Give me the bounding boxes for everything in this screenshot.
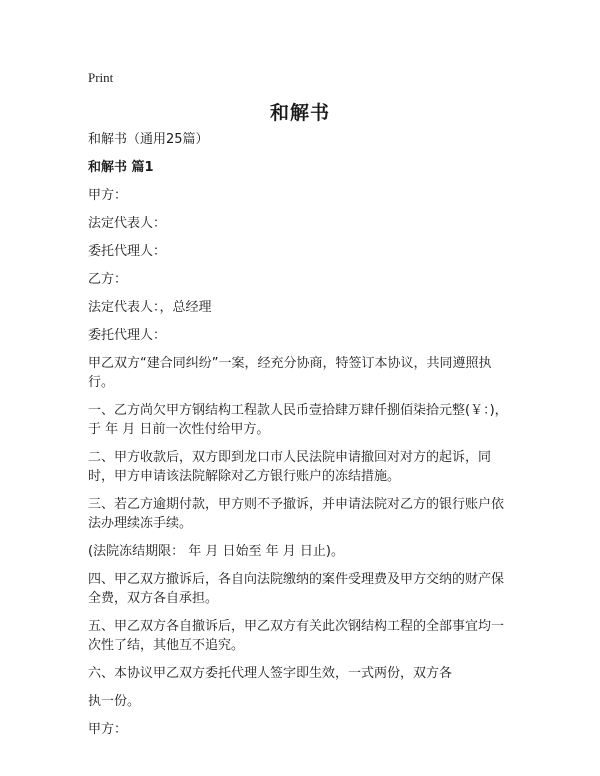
party-b-label: 乙方： [88, 272, 128, 287]
clause-5: 五、甲乙双方各自撤诉后，甲乙双方有关此次钢结构工程的全部事宜均一次性了结，其他互不追究。 [88, 619, 505, 653]
document-subtitle: 和解书（通用25篇） [88, 132, 209, 147]
clause-4: 四、甲乙双方撤诉后，各自向法院缴纳的案件受理费及甲方交纳的财产保全费，双方各自承担。 [88, 572, 505, 606]
agreement-intro: 甲乙双方“建合同纠纷”一案，经充分协商，特签订本协议，共同遵照执行。 [88, 356, 492, 390]
section-heading: 和解书 篇1 [88, 160, 154, 175]
clause-6-continued: 执一份。 [88, 694, 141, 709]
document-title: 和解书 [269, 102, 330, 124]
party-a-label: 甲方： [88, 188, 128, 203]
signature-party-a: 甲方： [88, 722, 128, 737]
party-b-legal-rep: 法定代表人：，总经理 [88, 300, 212, 315]
freeze-period-note: (法院冻结期限： 年 月 日始至 年 月 日止)。 [88, 544, 344, 559]
party-a-legal-rep: 法定代表人： [88, 216, 167, 231]
clause-1: 一、乙方尚欠甲方钢结构工程款人民币壹拾肆万肆仟捌佰柒拾元整(￥：)，于 年 月 日前一次性付给甲方。 [88, 403, 508, 437]
party-a-agent: 委托代理人： [88, 244, 167, 259]
document-body [88, 130, 516, 748]
party-b-agent: 委托代理人： [88, 328, 167, 343]
clause-6: 六、本协议甲乙双方委托代理人签字即生效，一式两份，双方各 [88, 666, 453, 681]
print-link[interactable]: Print [88, 70, 114, 85]
clause-2: 二、甲方收款后，双方即到龙口市人民法院申请撤回对对方的起诉，同时，甲方申请该法院解除对乙方银行账户的冻结措施。 [88, 450, 492, 484]
clause-3: 三、若乙方逾期付款，甲方则不予撤诉，并申请法院对乙方的银行账户依法办理续冻手续。 [88, 497, 505, 531]
